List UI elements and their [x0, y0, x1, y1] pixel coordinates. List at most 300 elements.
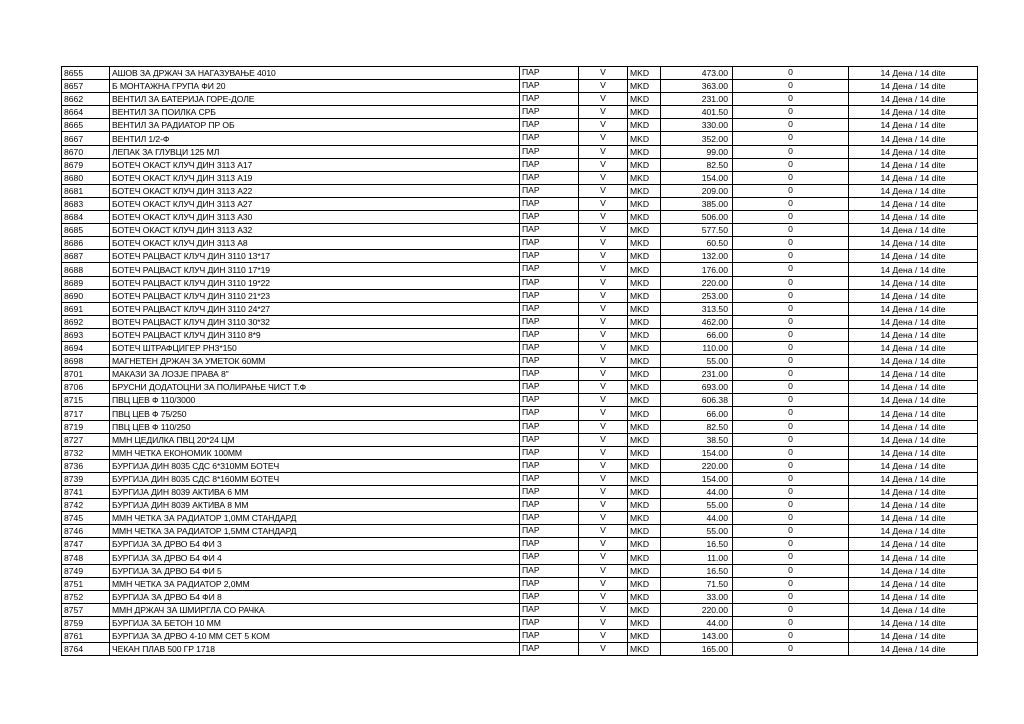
v-mark-cell: V [579, 420, 628, 433]
price-cell: 231.00 [661, 93, 733, 106]
quantity-cell: 0 [733, 289, 849, 302]
currency-cell: MKD [628, 551, 661, 564]
quantity-cell: 0 [733, 250, 849, 263]
quantity-cell: 0 [733, 341, 849, 354]
table-row [62, 551, 978, 564]
table-row [62, 328, 978, 341]
unit-cell: ПАР [520, 420, 579, 433]
price-cell: 220.00 [661, 276, 733, 289]
price-cell: 110.00 [661, 341, 733, 354]
table-row [62, 250, 978, 263]
item-name-cell: ММН ДРЖАЧ ЗА ШМИРГЛА СО РАЧКА [110, 603, 520, 616]
currency-cell: MKD [628, 538, 661, 551]
item-name-cell: БОТЕЧ ОКАСТ КЛУЧ ДИН 3113 А17 [110, 158, 520, 171]
table-row [62, 211, 978, 224]
currency-cell: MKD [628, 276, 661, 289]
currency-cell: MKD [628, 250, 661, 263]
unit-cell: ПАР [520, 355, 579, 368]
delivery-cell: 14 Дена / 14 dite [849, 420, 978, 433]
currency-cell: MKD [628, 341, 661, 354]
table-row [62, 459, 978, 472]
quantity-cell: 0 [733, 446, 849, 459]
unit-cell: ПАР [520, 551, 579, 564]
item-name-cell: МАГНЕТЕН ДРЖАЧ ЗА УМЕТОК 60ММ [110, 355, 520, 368]
price-cell: 38.50 [661, 433, 733, 446]
price-cell: 462.00 [661, 315, 733, 328]
price-cell: 55.00 [661, 499, 733, 512]
table-row [62, 132, 978, 145]
unit-cell: ПАР [520, 525, 579, 538]
unit-cell: ПАР [520, 538, 579, 551]
unit-cell: ПАР [520, 302, 579, 315]
currency-cell: MKD [628, 211, 661, 224]
item-code-cell: 8681 [62, 184, 110, 197]
item-code-cell: 8685 [62, 224, 110, 237]
price-cell: 473.00 [661, 67, 733, 80]
item-name-cell: БОТЕЧ РАЦВАСТ КЛУЧ ДИН 3110 13*17 [110, 250, 520, 263]
item-name-cell: БУРГИЈА ДИН 8039 АКТИВА 8 ММ [110, 499, 520, 512]
v-mark-cell: V [579, 486, 628, 499]
unit-cell: ПАР [520, 184, 579, 197]
currency-cell: MKD [628, 289, 661, 302]
quantity-cell: 0 [733, 616, 849, 629]
item-name-cell: ММН ЧЕТКА ЗА РАДИАТОР 1,0ММ СТАНДАРД [110, 512, 520, 525]
unit-cell: ПАР [520, 93, 579, 106]
price-cell: 154.00 [661, 472, 733, 485]
price-cell: 220.00 [661, 603, 733, 616]
price-cell: 82.50 [661, 420, 733, 433]
table-row [62, 368, 978, 381]
delivery-cell: 14 Дена / 14 dite [849, 381, 978, 394]
price-cell: 363.00 [661, 80, 733, 93]
v-mark-cell: V [579, 525, 628, 538]
table-row [62, 512, 978, 525]
price-cell: 71.50 [661, 577, 733, 590]
currency-cell: MKD [628, 328, 661, 341]
quantity-cell: 0 [733, 459, 849, 472]
v-mark-cell: V [579, 250, 628, 263]
item-name-cell: ВЕНТИЛ ЗА БАТЕРИЈА ГОРЕ-ДОЛЕ [110, 93, 520, 106]
table-row [62, 184, 978, 197]
price-list-table [61, 66, 978, 656]
item-code-cell: 8727 [62, 433, 110, 446]
quantity-cell: 0 [733, 564, 849, 577]
unit-cell: ПАР [520, 197, 579, 210]
quantity-cell: 0 [733, 420, 849, 433]
item-name-cell: МАКАЗИ ЗА ЛОЗЈЕ ПРАВА 8" [110, 368, 520, 381]
price-cell: 231.00 [661, 368, 733, 381]
unit-cell: ПАР [520, 132, 579, 145]
item-code-cell: 8715 [62, 394, 110, 407]
v-mark-cell: V [579, 512, 628, 525]
table-row [62, 394, 978, 407]
unit-cell: ПАР [520, 394, 579, 407]
item-code-cell: 8657 [62, 80, 110, 93]
item-code-cell: 8655 [62, 67, 110, 80]
currency-cell: MKD [628, 564, 661, 577]
table-row [62, 93, 978, 106]
unit-cell: ПАР [520, 512, 579, 525]
table-row [62, 433, 978, 446]
item-name-cell: БУРГИЈА ДИН 8035 СДС 8*160ММ БОТЕЧ [110, 472, 520, 485]
price-cell: 33.00 [661, 590, 733, 603]
item-name-cell: БОТЕЧ РАЦВАСТ КЛУЧ ДИН 3110 8*9 [110, 328, 520, 341]
currency-cell: MKD [628, 446, 661, 459]
v-mark-cell: V [579, 368, 628, 381]
item-code-cell: 8693 [62, 328, 110, 341]
quantity-cell: 0 [733, 512, 849, 525]
table-row [62, 630, 978, 643]
quantity-cell: 0 [733, 499, 849, 512]
table-row [62, 80, 978, 93]
currency-cell: MKD [628, 158, 661, 171]
currency-cell: MKD [628, 67, 661, 80]
quantity-cell: 0 [733, 551, 849, 564]
table-row [62, 119, 978, 132]
unit-cell: ПАР [520, 211, 579, 224]
unit-cell: ПАР [520, 407, 579, 420]
v-mark-cell: V [579, 106, 628, 119]
unit-cell: ПАР [520, 643, 579, 656]
delivery-cell: 14 Дена / 14 dite [849, 551, 978, 564]
delivery-cell: 14 Дена / 14 dite [849, 459, 978, 472]
quantity-cell: 0 [733, 643, 849, 656]
item-code-cell: 8741 [62, 486, 110, 499]
delivery-cell: 14 Дена / 14 dite [849, 158, 978, 171]
unit-cell: ПАР [520, 590, 579, 603]
item-code-cell: 8662 [62, 93, 110, 106]
unit-cell: ПАР [520, 276, 579, 289]
currency-cell: MKD [628, 420, 661, 433]
delivery-cell: 14 Дена / 14 dite [849, 643, 978, 656]
currency-cell: MKD [628, 368, 661, 381]
item-code-cell: 8706 [62, 381, 110, 394]
table-row [62, 564, 978, 577]
delivery-cell: 14 Дена / 14 dite [849, 590, 978, 603]
v-mark-cell: V [579, 407, 628, 420]
item-name-cell: БОТЕЧ ОКАСТ КЛУЧ ДИН 3113 А32 [110, 224, 520, 237]
delivery-cell: 14 Дена / 14 dite [849, 538, 978, 551]
unit-cell: ПАР [520, 80, 579, 93]
delivery-cell: 14 Дена / 14 dite [849, 407, 978, 420]
price-cell: 693.00 [661, 381, 733, 394]
price-cell: 606.38 [661, 394, 733, 407]
table-row [62, 145, 978, 158]
currency-cell: MKD [628, 499, 661, 512]
price-cell: 44.00 [661, 512, 733, 525]
item-code-cell: 8690 [62, 289, 110, 302]
delivery-cell: 14 Дена / 14 dite [849, 630, 978, 643]
table-row [62, 237, 978, 250]
currency-cell: MKD [628, 237, 661, 250]
delivery-cell: 14 Дена / 14 dite [849, 616, 978, 629]
delivery-cell: 14 Дена / 14 dite [849, 250, 978, 263]
delivery-cell: 14 Дена / 14 dite [849, 106, 978, 119]
quantity-cell: 0 [733, 263, 849, 276]
item-name-cell: Б МОНТАЖНА ГРУПА ФИ 20 [110, 80, 520, 93]
table-row [62, 525, 978, 538]
item-name-cell: БОТЕЧ РАЦВАСТ КЛУЧ ДИН 3110 19*22 [110, 276, 520, 289]
item-name-cell: ПВЦ ЦЕВ Ф 75/250 [110, 407, 520, 420]
table-row [62, 224, 978, 237]
currency-cell: MKD [628, 302, 661, 315]
table-row [62, 538, 978, 551]
table-row [62, 499, 978, 512]
price-cell: 506.00 [661, 211, 733, 224]
unit-cell: ПАР [520, 486, 579, 499]
item-name-cell: БОТЕЧ РАЦВАСТ КЛУЧ ДИН 3110 17*19 [110, 263, 520, 276]
item-code-cell: 8739 [62, 472, 110, 485]
item-code-cell: 8686 [62, 237, 110, 250]
price-cell: 401.50 [661, 106, 733, 119]
item-code-cell: 8746 [62, 525, 110, 538]
v-mark-cell: V [579, 197, 628, 210]
unit-cell: ПАР [520, 263, 579, 276]
delivery-cell: 14 Дена / 14 dite [849, 211, 978, 224]
v-mark-cell: V [579, 93, 628, 106]
delivery-cell: 14 Дена / 14 dite [849, 224, 978, 237]
delivery-cell: 14 Дена / 14 dite [849, 499, 978, 512]
currency-cell: MKD [628, 603, 661, 616]
quantity-cell: 0 [733, 132, 849, 145]
v-mark-cell: V [579, 564, 628, 577]
quantity-cell: 0 [733, 407, 849, 420]
table-row [62, 381, 978, 394]
delivery-cell: 14 Дена / 14 dite [849, 119, 978, 132]
v-mark-cell: V [579, 499, 628, 512]
delivery-cell: 14 Дена / 14 dite [849, 328, 978, 341]
price-cell: 209.00 [661, 184, 733, 197]
currency-cell: MKD [628, 119, 661, 132]
quantity-cell: 0 [733, 577, 849, 590]
table-row [62, 446, 978, 459]
v-mark-cell: V [579, 184, 628, 197]
item-code-cell: 8747 [62, 538, 110, 551]
delivery-cell: 14 Дена / 14 dite [849, 80, 978, 93]
quantity-cell: 0 [733, 171, 849, 184]
currency-cell: MKD [628, 315, 661, 328]
v-mark-cell: V [579, 394, 628, 407]
unit-cell: ПАР [520, 250, 579, 263]
delivery-cell: 14 Дена / 14 dite [849, 67, 978, 80]
quantity-cell: 0 [733, 590, 849, 603]
item-code-cell: 8752 [62, 590, 110, 603]
item-name-cell: БУРГИЈА ЗА ДРВО 4-10 ММ СЕТ 5 КОМ [110, 630, 520, 643]
item-name-cell: АШОВ ЗА ДРЖАЧ ЗА НАГАЗУВАЊЕ 4010 [110, 67, 520, 80]
quantity-cell: 0 [733, 67, 849, 80]
unit-cell: ПАР [520, 368, 579, 381]
quantity-cell: 0 [733, 184, 849, 197]
currency-cell: MKD [628, 486, 661, 499]
price-cell: 16.50 [661, 538, 733, 551]
unit-cell: ПАР [520, 106, 579, 119]
quantity-cell: 0 [733, 211, 849, 224]
item-name-cell: ММН ЦЕДИЛКА ПВЦ 20*24 ЦМ [110, 433, 520, 446]
item-name-cell: ЛЕПАК ЗА ГЛУВЦИ 125 МЛ [110, 145, 520, 158]
quantity-cell: 0 [733, 486, 849, 499]
v-mark-cell: V [579, 315, 628, 328]
unit-cell: ПАР [520, 446, 579, 459]
price-cell: 176.00 [661, 263, 733, 276]
table-row [62, 276, 978, 289]
v-mark-cell: V [579, 459, 628, 472]
unit-cell: ПАР [520, 237, 579, 250]
item-code-cell: 8701 [62, 368, 110, 381]
table-row [62, 603, 978, 616]
price-cell: 313.50 [661, 302, 733, 315]
quantity-cell: 0 [733, 119, 849, 132]
v-mark-cell: V [579, 616, 628, 629]
v-mark-cell: V [579, 289, 628, 302]
item-name-cell: БУРГИЈА ЗА ДРВО Б4 ФИ 4 [110, 551, 520, 564]
v-mark-cell: V [579, 80, 628, 93]
quantity-cell: 0 [733, 472, 849, 485]
currency-cell: MKD [628, 93, 661, 106]
delivery-cell: 14 Дена / 14 dite [849, 577, 978, 590]
unit-cell: ПАР [520, 459, 579, 472]
delivery-cell: 14 Дена / 14 dite [849, 355, 978, 368]
unit-cell: ПАР [520, 616, 579, 629]
quantity-cell: 0 [733, 276, 849, 289]
v-mark-cell: V [579, 328, 628, 341]
price-cell: 385.00 [661, 197, 733, 210]
price-cell: 44.00 [661, 486, 733, 499]
item-name-cell: ВОТЕЧ РАЦВАСТ КЛУЧ ДИН 3110 30*32 [110, 315, 520, 328]
unit-cell: ПАР [520, 577, 579, 590]
v-mark-cell: V [579, 158, 628, 171]
delivery-cell: 14 Дена / 14 dite [849, 132, 978, 145]
table-row [62, 302, 978, 315]
table-row [62, 289, 978, 302]
v-mark-cell: V [579, 577, 628, 590]
delivery-cell: 14 Дена / 14 dite [849, 486, 978, 499]
unit-cell: ПАР [520, 119, 579, 132]
item-code-cell: 8745 [62, 512, 110, 525]
price-cell: 253.00 [661, 289, 733, 302]
item-name-cell: БУРГИЈА ДИН 8039 АКТИВА 6 ММ [110, 486, 520, 499]
item-name-cell: БОТЕЧ РАЦВАСТ КЛУЧ ДИН 3110 24*27 [110, 302, 520, 315]
item-name-cell: БУРГИЈА ЗА БЕТОН 10 ММ [110, 616, 520, 629]
currency-cell: MKD [628, 224, 661, 237]
item-code-cell: 8687 [62, 250, 110, 263]
table-row [62, 197, 978, 210]
currency-cell: MKD [628, 433, 661, 446]
v-mark-cell: V [579, 538, 628, 551]
table-row [62, 486, 978, 499]
table-row [62, 158, 978, 171]
currency-cell: MKD [628, 197, 661, 210]
item-name-cell: ПВЦ ЦЕВ Ф 110/3000 [110, 394, 520, 407]
quantity-cell: 0 [733, 525, 849, 538]
item-code-cell: 8692 [62, 315, 110, 328]
price-cell: 143.00 [661, 630, 733, 643]
quantity-cell: 0 [733, 302, 849, 315]
price-cell: 220.00 [661, 459, 733, 472]
price-cell: 66.00 [661, 328, 733, 341]
quantity-cell: 0 [733, 630, 849, 643]
quantity-cell: 0 [733, 368, 849, 381]
currency-cell: MKD [628, 145, 661, 158]
unit-cell: ПАР [520, 603, 579, 616]
unit-cell: ПАР [520, 630, 579, 643]
currency-cell: MKD [628, 106, 661, 119]
unit-cell: ПАР [520, 433, 579, 446]
table-row [62, 407, 978, 420]
v-mark-cell: V [579, 132, 628, 145]
item-name-cell: ВЕНТИЛ ЗА РАДИАТОР ПР ОБ [110, 119, 520, 132]
item-name-cell: ПВЦ ЦЕВ Ф 110/250 [110, 420, 520, 433]
v-mark-cell: V [579, 263, 628, 276]
v-mark-cell: V [579, 276, 628, 289]
table-row [62, 315, 978, 328]
v-mark-cell: V [579, 224, 628, 237]
delivery-cell: 14 Дена / 14 dite [849, 472, 978, 485]
quantity-cell: 0 [733, 224, 849, 237]
v-mark-cell: V [579, 643, 628, 656]
quantity-cell: 0 [733, 315, 849, 328]
unit-cell: ПАР [520, 564, 579, 577]
table-row [62, 616, 978, 629]
item-code-cell: 8757 [62, 603, 110, 616]
currency-cell: MKD [628, 132, 661, 145]
v-mark-cell: V [579, 603, 628, 616]
delivery-cell: 14 Дена / 14 dite [849, 263, 978, 276]
price-cell: 60.50 [661, 237, 733, 250]
item-code-cell: 8680 [62, 171, 110, 184]
unit-cell: ПАР [520, 328, 579, 341]
item-code-cell: 8689 [62, 276, 110, 289]
currency-cell: MKD [628, 590, 661, 603]
currency-cell: MKD [628, 525, 661, 538]
item-name-cell: БУРГИЈА ЗА ДРВО Б4 ФИ 8 [110, 590, 520, 603]
item-name-cell: ММН ЧЕТКА ЗА РАДИАТОР 2,0ММ [110, 577, 520, 590]
table-row [62, 171, 978, 184]
v-mark-cell: V [579, 551, 628, 564]
unit-cell: ПАР [520, 171, 579, 184]
item-name-cell: БУРГИЈА ЗА ДРВО Б4 ФИ 5 [110, 564, 520, 577]
price-cell: 352.00 [661, 132, 733, 145]
currency-cell: MKD [628, 643, 661, 656]
quantity-cell: 0 [733, 80, 849, 93]
currency-cell: MKD [628, 171, 661, 184]
item-code-cell: 8698 [62, 355, 110, 368]
item-code-cell: 8670 [62, 145, 110, 158]
delivery-cell: 14 Дена / 14 dite [849, 394, 978, 407]
v-mark-cell: V [579, 171, 628, 184]
v-mark-cell: V [579, 145, 628, 158]
item-code-cell: 8751 [62, 577, 110, 590]
price-cell: 99.00 [661, 145, 733, 158]
delivery-cell: 14 Дена / 14 dite [849, 315, 978, 328]
delivery-cell: 14 Дена / 14 dite [849, 145, 978, 158]
table-row [62, 106, 978, 119]
currency-cell: MKD [628, 394, 661, 407]
delivery-cell: 14 Дена / 14 dite [849, 564, 978, 577]
currency-cell: MKD [628, 355, 661, 368]
price-cell: 330.00 [661, 119, 733, 132]
delivery-cell: 14 Дена / 14 dite [849, 433, 978, 446]
delivery-cell: 14 Дена / 14 dite [849, 276, 978, 289]
currency-cell: MKD [628, 630, 661, 643]
item-name-cell: БОТЕЧ ОКАСТ КЛУЧ ДИН 3113 А8 [110, 237, 520, 250]
currency-cell: MKD [628, 184, 661, 197]
price-list-body [62, 67, 978, 656]
unit-cell: ПАР [520, 145, 579, 158]
item-name-cell: БОТЕЧ ОКАСТ КЛУЧ ДИН 3113 А22 [110, 184, 520, 197]
table-row [62, 263, 978, 276]
item-code-cell: 8736 [62, 459, 110, 472]
currency-cell: MKD [628, 381, 661, 394]
